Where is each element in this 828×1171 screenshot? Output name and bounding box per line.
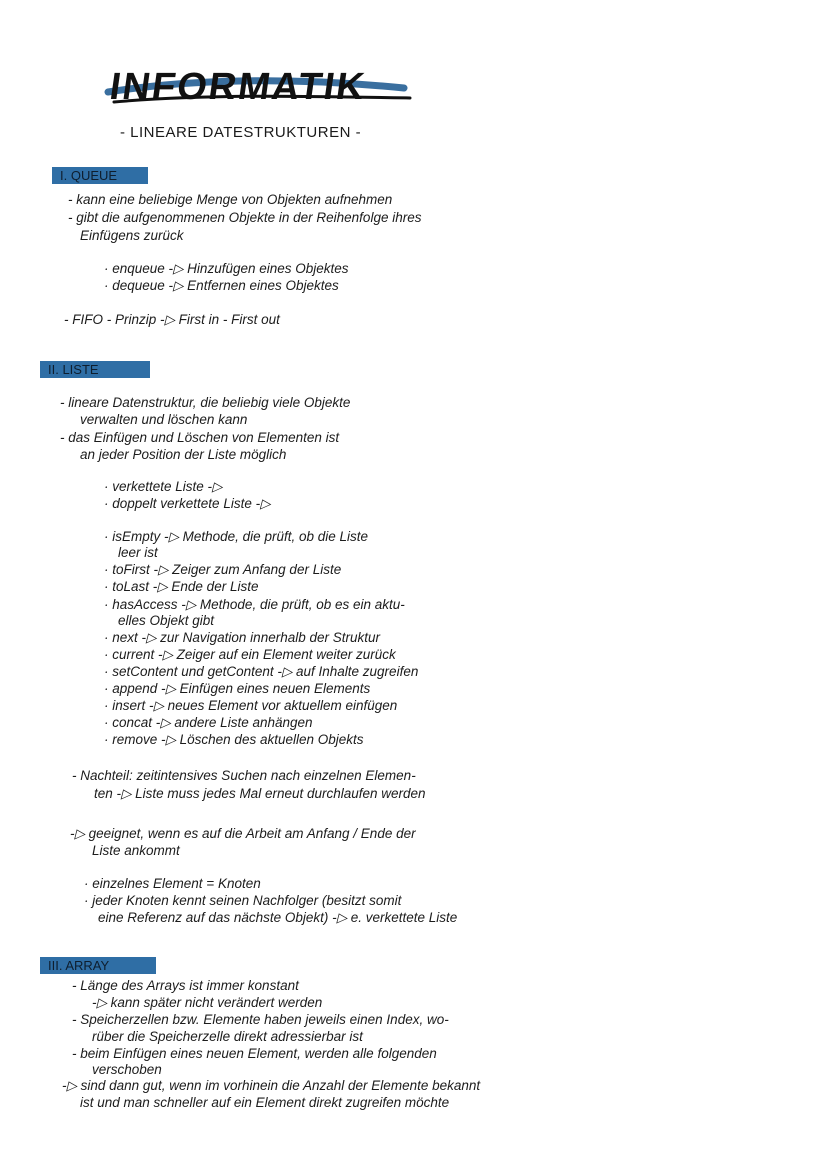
array-line: ist und man schneller auf ein Element direkt zugreifen möchte: [80, 1095, 450, 1110]
liste-line: · jeder Knoten kennt seinen Nachfolger (besitzt somit: [84, 893, 402, 908]
section-heading-queue: I. QUEUE: [52, 167, 148, 184]
liste-line: · verkettete Liste -▷: [104, 479, 223, 494]
liste-line: eine Referenz auf das nächste Objekt) -▷ e. verkettete Liste: [98, 910, 458, 925]
array-line: -▷ kann später nicht verändert werden: [92, 995, 323, 1010]
liste-line: · current -▷ Zeiger auf ein Element weiter zurück: [104, 647, 396, 662]
array-line: rüber die Speicherzelle direkt adressierbar ist: [92, 1029, 363, 1044]
liste-line: an jeder Position der Liste möglich: [80, 447, 287, 462]
liste-line: Liste ankommt: [92, 843, 180, 858]
queue-line: - kann eine beliebige Menge von Objekten aufnehmen: [68, 192, 393, 207]
liste-line: leer ist: [118, 545, 158, 560]
liste-line: · setContent und getContent -▷ auf Inhalte zugreifen: [104, 664, 419, 679]
liste-line: - Nachteil: zeitintensives Suchen nach einzelnen Elemen-: [72, 768, 416, 783]
liste-line: - lineare Datenstruktur, die beliebig viele Objekte: [60, 395, 351, 410]
queue-line: - FIFO - Prinzip -▷ First in - First out: [64, 312, 280, 327]
array-line: - Länge des Arrays ist immer konstant: [72, 978, 299, 993]
liste-line: · toFirst -▷ Zeiger zum Anfang der Liste: [104, 562, 342, 577]
liste-line: - das Einfügen und Löschen von Elementen ist: [60, 430, 340, 445]
liste-line: · doppelt verkettete Liste -▷: [104, 496, 271, 511]
liste-line: · einzelnes Element = Knoten: [84, 876, 261, 891]
array-line: - Speicherzellen bzw. Elemente haben jeweils einen Index, wo-: [72, 1012, 449, 1027]
section-heading-liste: II. LISTE: [40, 361, 150, 378]
page-title: INFORMATIK: [107, 66, 369, 108]
section-heading-array: III. ARRAY: [40, 957, 156, 974]
page-subtitle: - LINEARE DATESTRUKTUREN -: [120, 124, 362, 141]
liste-line: verwalten und löschen kann: [80, 412, 248, 427]
queue-line: · dequeue -▷ Entfernen eines Objektes: [104, 278, 339, 293]
queue-line: · enqueue -▷ Hinzufügen eines Objektes: [104, 261, 349, 276]
liste-line: · next -▷ zur Navigation innerhalb der Struktur: [104, 630, 381, 645]
array-line: -▷ sind dann gut, wenn im vorhinein die Anzahl der Elemente bekannt: [62, 1078, 481, 1093]
liste-line: · isEmpty -▷ Methode, die prüft, ob die Liste: [104, 529, 369, 544]
liste-line: -▷ geeignet, wenn es auf die Arbeit am Anfang / Ende der: [70, 826, 416, 841]
liste-line: elles Objekt gibt: [118, 613, 215, 628]
liste-line: · concat -▷ andere Liste anhängen: [104, 715, 313, 730]
liste-line: · insert -▷ neues Element vor aktuellem einfügen: [104, 698, 398, 713]
array-line: verschoben: [92, 1062, 162, 1077]
liste-line: · remove -▷ Löschen des aktuellen Objekts: [104, 732, 364, 747]
liste-line: · append -▷ Einfügen eines neuen Elements: [104, 681, 371, 696]
liste-line: ten -▷ Liste muss jedes Mal erneut durchlaufen werden: [94, 786, 426, 801]
array-line: - beim Einfügen eines neuen Element, werden alle folgenden: [72, 1046, 437, 1061]
liste-line: · toLast -▷ Ende der Liste: [104, 579, 259, 594]
title-block: [104, 62, 424, 114]
queue-line: Einfügens zurück: [80, 228, 184, 243]
queue-line: - gibt die aufgenommenen Objekte in der Reihenfolge ihres: [68, 210, 422, 225]
liste-line: · hasAccess -▷ Methode, die prüft, ob es ein aktu-: [104, 597, 405, 612]
